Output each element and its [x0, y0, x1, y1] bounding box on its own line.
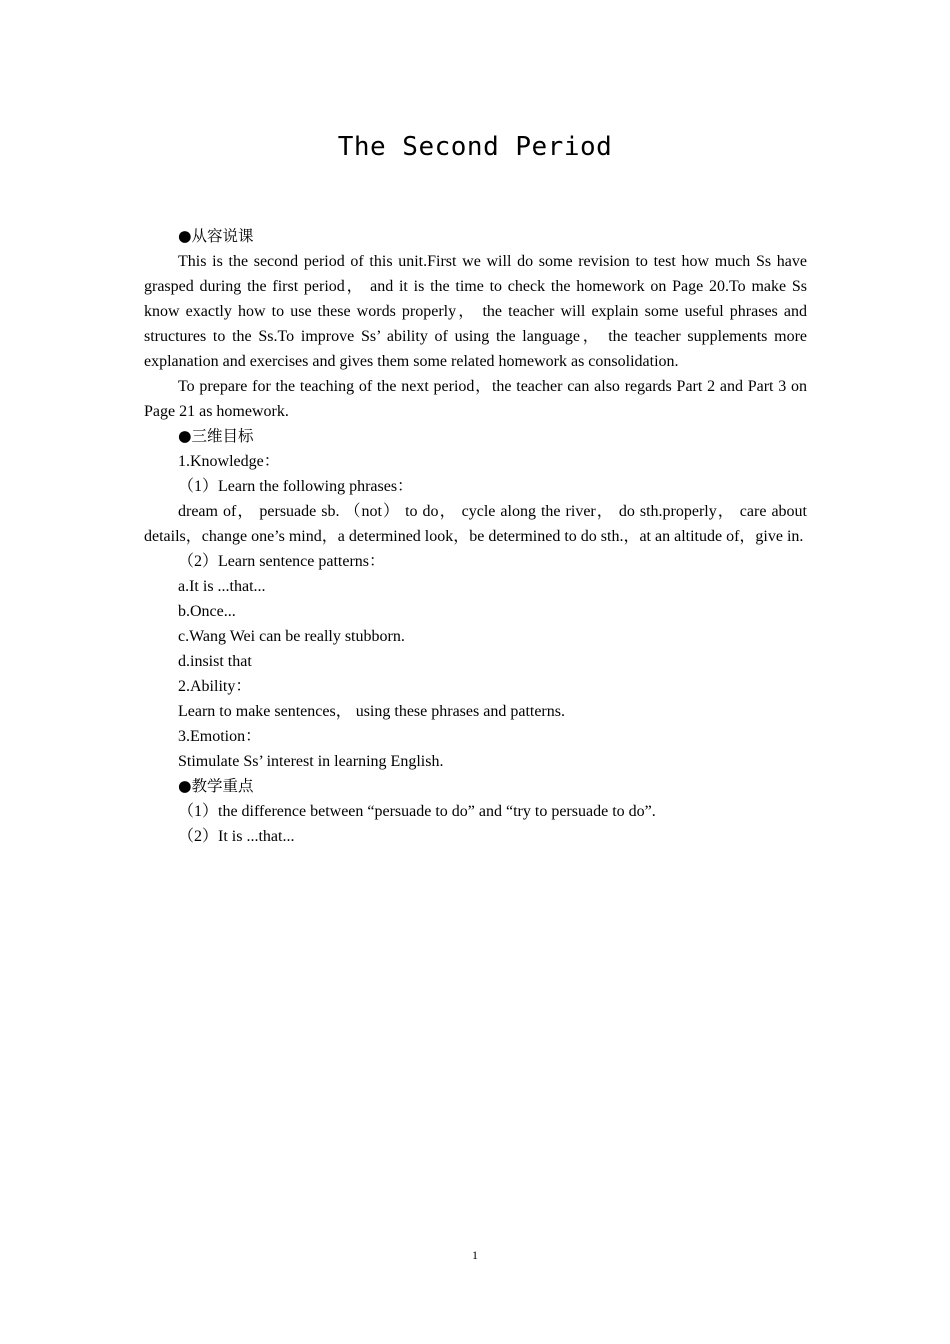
intro-paragraph-2: To prepare for the teaching of the next period，the teacher can also regards Part 2 and Part 3 on Page 21 as homework.: [144, 378, 807, 420]
page-title: The Second Period: [337, 132, 613, 162]
intro-paragraph-1: This is the second period of this unit.First we will do some revision to test how much Ss have grasped during the first period， and it is the time to check the homework on Page 20.To make Ss know exactly how to use these words properly， the teacher will explain some useful phrases and structures to the Ss.To improve Ss’ ability of using the language， the teacher supplements more explanation and exercises and gives them some related homework as consolidation.: [144, 253, 807, 370]
page-number: 1: [472, 1248, 478, 1262]
emotion-label: 3.Emotion：: [178, 728, 262, 745]
key-point-2: （2）It is ...that...: [178, 828, 295, 845]
section-heading-key-points: ●教学重点: [178, 777, 254, 795]
knowledge-label: 1.Knowledge：: [178, 453, 280, 470]
pattern-a: a.It is ...that...: [178, 578, 266, 595]
ability-text: Learn to make sentences， using these phrases and patterns.: [178, 703, 565, 720]
pattern-d: d.insist that: [178, 653, 252, 670]
pattern-c: c.Wang Wei can be really stubborn.: [178, 628, 405, 645]
patterns-label: （2）Learn sentence patterns：: [178, 553, 386, 570]
emotion-text: Stimulate Ss’ interest in learning English.: [178, 753, 444, 770]
pattern-b: b.Once...: [178, 603, 236, 620]
section-heading-intro: ●从容说课: [178, 227, 254, 245]
key-point-1: （1）the difference between “persuade to do” and “try to persuade to do”.: [178, 803, 656, 820]
phrases-label: （1）Learn the following phrases：: [178, 478, 414, 495]
ability-label: 2.Ability：: [178, 678, 252, 695]
phrases-text: dream of， persuade sb. （not） to do， cycle along the river， do sth.properly， care about details，change one’s mind，a determined look，be determined to do sth.，at an altitude of，give in.: [144, 503, 807, 545]
document-body: [144, 224, 807, 849]
section-heading-goals: ●三维目标: [178, 427, 254, 445]
